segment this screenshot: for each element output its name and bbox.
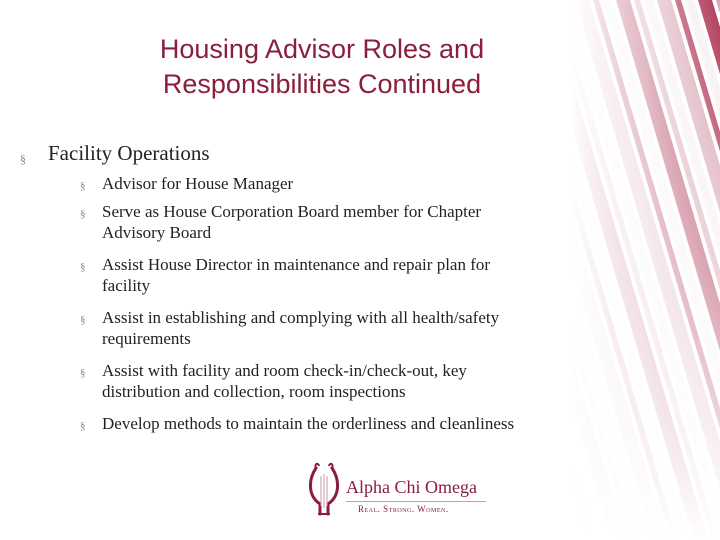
bullet-marker: § bbox=[20, 152, 26, 166]
sub-bullet-3 bbox=[80, 254, 592, 296]
title-line-2: Responsibilities Continued bbox=[162, 69, 482, 99]
sub-bullet-2 bbox=[80, 201, 592, 243]
bullet-line: facility bbox=[102, 276, 151, 295]
bullet-line: distribution and collection, room inspections bbox=[102, 382, 406, 401]
logo-name: Alpha Chi Omega bbox=[346, 477, 477, 497]
bullet-line: Serve as House Corporation Board member for Chapter bbox=[102, 202, 482, 221]
bullet-line: Assist House Director in maintenance and repair plan for bbox=[102, 255, 491, 274]
title-line-1: Housing Advisor Roles and bbox=[159, 34, 485, 64]
lyre-icon bbox=[306, 460, 342, 520]
bullet-marker: § bbox=[80, 261, 86, 273]
bullet-line: Advisor for House Manager bbox=[102, 174, 294, 193]
bullet-level1 bbox=[20, 140, 210, 166]
sub-bullet-1 bbox=[80, 173, 592, 194]
bullet-marker: § bbox=[80, 314, 86, 326]
bullet-line: requirements bbox=[102, 329, 191, 348]
logo-tagline: Real. Strong. Women. bbox=[358, 504, 449, 514]
bullet-marker: § bbox=[80, 180, 86, 192]
logo-divider bbox=[346, 501, 486, 502]
bullet-marker: § bbox=[80, 367, 86, 379]
bullet-line: Assist in establishing and complying with all health/safety bbox=[102, 308, 500, 327]
sub-bullet-5 bbox=[80, 360, 592, 402]
sub-bullet-6 bbox=[80, 413, 592, 434]
bullet-marker: § bbox=[80, 208, 86, 220]
sub-bullet-4 bbox=[80, 307, 592, 349]
bullet-line: Assist with facility and room check-in/check-out, key bbox=[102, 361, 467, 380]
bullet-line: Advisory Board bbox=[102, 223, 212, 242]
organization-logo bbox=[306, 460, 526, 524]
bullet-text: Facility Operations bbox=[48, 141, 210, 165]
bullet-marker: § bbox=[80, 420, 86, 432]
bullet-line: Develop methods to maintain the orderliness and cleanliness bbox=[102, 414, 515, 433]
